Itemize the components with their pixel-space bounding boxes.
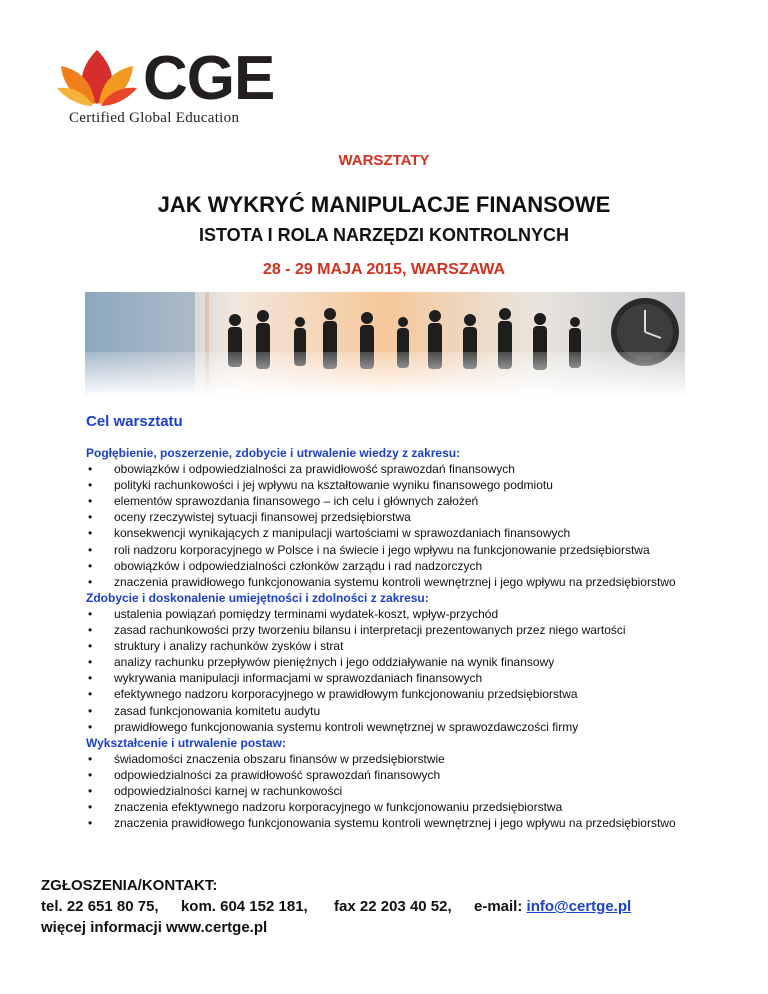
attitudes-group — [86, 735, 726, 832]
bullet-icon: • — [88, 623, 93, 638]
list-item: • znaczenia prawidłowego funkcjonowania systemu kontroli wewnętrznej i jego wpływu na przedsiębiorstwo — [88, 574, 676, 589]
logo-tagline: Certified Global Education — [69, 110, 240, 126]
group-heading: Zdobycie i doskonalenie umiejętności i zdolności z zakresu: — [86, 590, 429, 605]
bullet-icon: • — [88, 574, 93, 589]
list-item: • zasad funkcjonowania komitetu audytu — [88, 703, 321, 718]
contact-heading: ZGŁOSZENIA/KONTAKT: — [41, 877, 218, 894]
bullet-icon: • — [88, 510, 93, 525]
bullet-list — [86, 461, 726, 590]
bullet-icon: • — [88, 558, 93, 573]
banner-image — [85, 292, 685, 397]
bullet-icon: • — [88, 719, 93, 734]
skills-group — [86, 590, 726, 735]
list-item: • obowiązków i odpowiedzialności za prawidłowość sprawozdań finansowych — [88, 462, 515, 477]
list-item: • znaczenia efektywnego nadzoru korporacyjnego w funkcjonowaniu przedsiębiorstwa — [88, 800, 563, 815]
group-heading: Wykształcenie i utrwalenie postaw: — [86, 735, 286, 750]
list-item: • struktury i analizy rachunków zysków i strat — [88, 639, 344, 654]
mobile-number: kom. 604 152 181, — [180, 898, 308, 915]
list-item: • prawidłowego funkcjonowania systemu kontroli wewnętrznej w sprawozdawczości firmy — [88, 719, 579, 734]
bullet-list — [86, 751, 726, 831]
list-item: • oceny rzeczywistej sytuacji finansowej przedsiębiorstwa — [88, 510, 411, 525]
bullet-icon: • — [88, 655, 93, 670]
list-item: • konsekwencji wynikających z manipulacji wartościami w sprawozdaniach finansowych — [88, 526, 571, 541]
event-date: 28 - 29 MAJA 2015, WARSZAWA — [262, 261, 506, 278]
logo-wordmark: CGE — [143, 44, 275, 113]
event-kicker: WARSZTATY — [338, 152, 430, 169]
bullet-icon: • — [88, 800, 93, 815]
bullet-icon: • — [88, 494, 93, 509]
bullet-icon: • — [88, 783, 93, 798]
fax-number: fax 22 203 40 52, — [334, 898, 452, 915]
list-item: • ustalenia powiązań pomiędzy terminami wydatek-koszt, wpływ-przychód — [88, 606, 499, 621]
event-title: JAK WYKRYĆ MANIPULACJE FINANSOWE — [157, 192, 611, 217]
list-item: • wykrywania manipulacji informacjami w sprawozdaniach finansowych — [88, 671, 483, 686]
list-item: • świadomości znaczenia obszaru finansów w przedsiębiorstwie — [88, 751, 445, 766]
bullet-icon: • — [88, 816, 93, 831]
list-item: • odpowiedzialności karnej w rachunkowości — [88, 783, 343, 798]
bullet-icon: • — [88, 542, 93, 557]
list-item: • zasad rachunkowości przy tworzeniu bilansu i interpretacji prezentowanych przez niego wartości — [88, 623, 626, 638]
bullet-icon: • — [88, 687, 93, 702]
list-item: • roli nadzoru korporacyjnego w Polsce i na świecie i jego wpływu na funkcjonowanie przedsiębiorstwa — [88, 542, 650, 557]
bullet-icon: • — [88, 478, 93, 493]
objectives-content — [86, 445, 726, 831]
lotus-logo-icon — [57, 44, 147, 110]
bullet-icon: • — [88, 767, 93, 782]
bullet-icon: • — [88, 751, 93, 766]
list-item: • polityki rachunkowości i jej wpływu na kształtowanie wyniku finansowego podmiotu — [88, 478, 553, 493]
email-label: e-mail: — [474, 898, 523, 915]
phone-number: tel. 22 651 80 75, — [41, 898, 159, 915]
more-info: więcej informacji www.certge.pl — [41, 919, 268, 936]
list-item: • efektywnego nadzoru korporacyjnego w prawidłowym funkcjonowaniu przedsiębiorstwa — [88, 687, 578, 702]
logo — [57, 44, 275, 134]
event-subtitle: ISTOTA I ROLA NARZĘDZI KONTROLNYCH — [199, 225, 569, 245]
contact-phones — [41, 896, 741, 917]
list-item: • odpowiedzialności za prawidłowość sprawozdań finansowych — [88, 767, 441, 782]
bullet-icon: • — [88, 671, 93, 686]
list-item: • analizy rachunku przepływów pieniężnych i jego oddziaływanie na wynik finansowy — [88, 655, 555, 670]
email-link[interactable]: info@certge.pl — [526, 898, 632, 915]
bullet-icon: • — [88, 639, 93, 654]
group-heading: Pogłębienie, poszerzenie, zdobycie i utrwalenie wiedzy z zakresu: — [86, 446, 461, 460]
bullet-icon: • — [88, 462, 93, 477]
bullet-icon: • — [88, 526, 93, 541]
list-item: • znaczenia prawidłowego funkcjonowania systemu kontroli wewnętrznej i jego wpływu na przedsiębiorstwo — [88, 816, 676, 831]
bullet-list — [86, 606, 726, 735]
section-title: Cel warsztatu — [86, 413, 183, 430]
bullet-icon: • — [88, 703, 93, 718]
business-people-banner-icon — [85, 292, 685, 397]
contact-block — [41, 875, 741, 938]
objectives-group — [86, 445, 726, 590]
list-item: • elementów sprawozdania finansowego – ich celu i głównych założeń — [88, 494, 479, 509]
bullet-icon: • — [88, 606, 93, 621]
list-item: • obowiązków i odpowiedzialności członków zarządu i rad nadzorczych — [88, 558, 483, 573]
